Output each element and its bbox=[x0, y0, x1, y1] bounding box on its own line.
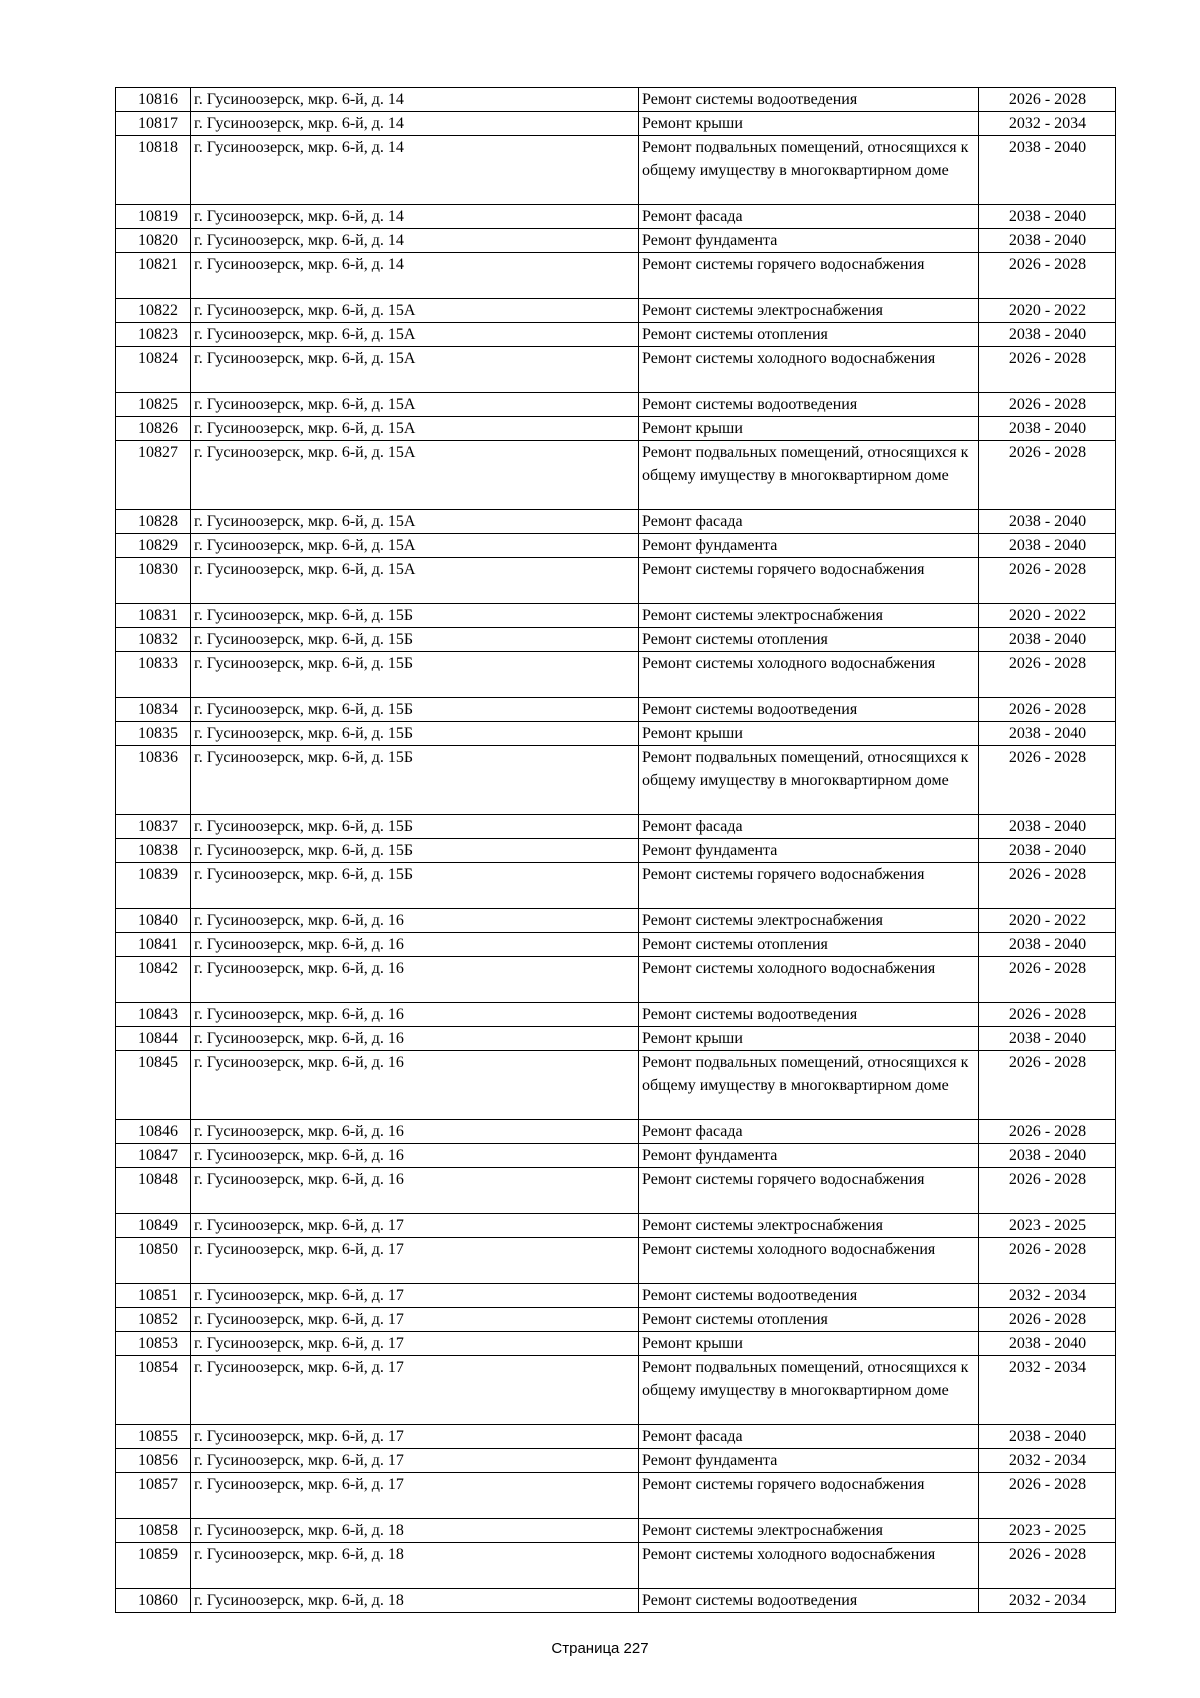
table-row bbox=[116, 558, 1116, 604]
row-address: г. Гусиноозерск, мкр. 6-й, д. 17 bbox=[191, 1332, 639, 1356]
table-row bbox=[116, 1214, 1116, 1238]
row-work-type: Ремонт системы водоотведения bbox=[639, 1003, 979, 1027]
row-address: г. Гусиноозерск, мкр. 6-й, д. 15Б bbox=[191, 746, 639, 815]
row-work-type: Ремонт фасада bbox=[639, 815, 979, 839]
row-work-type: Ремонт крыши bbox=[639, 1027, 979, 1051]
row-work-type: Ремонт системы электроснабжения bbox=[639, 1214, 979, 1238]
row-number: 10854 bbox=[116, 1356, 191, 1425]
table-row bbox=[116, 1168, 1116, 1214]
table-row bbox=[116, 323, 1116, 347]
row-number: 10817 bbox=[116, 112, 191, 136]
table-row bbox=[116, 1051, 1116, 1120]
row-work-type: Ремонт фундамента bbox=[639, 229, 979, 253]
row-work-type: Ремонт системы отопления bbox=[639, 933, 979, 957]
row-number: 10835 bbox=[116, 722, 191, 746]
row-work-type: Ремонт подвальных помещений, относящихся к общему имуществу в многоквартирном доме bbox=[639, 1356, 979, 1425]
row-address: г. Гусиноозерск, мкр. 6-й, д. 17 bbox=[191, 1284, 639, 1308]
row-period: 2038 - 2040 bbox=[979, 1027, 1116, 1051]
row-period: 2032 - 2034 bbox=[979, 1356, 1116, 1425]
row-address: г. Гусиноозерск, мкр. 6-й, д. 16 bbox=[191, 1120, 639, 1144]
row-period: 2026 - 2028 bbox=[979, 1238, 1116, 1284]
row-number: 10827 bbox=[116, 441, 191, 510]
table-row bbox=[116, 112, 1116, 136]
row-number: 10842 bbox=[116, 957, 191, 1003]
table-row bbox=[116, 815, 1116, 839]
table-row bbox=[116, 299, 1116, 323]
table-row bbox=[116, 417, 1116, 441]
row-number: 10838 bbox=[116, 839, 191, 863]
row-period: 2038 - 2040 bbox=[979, 510, 1116, 534]
table-row bbox=[116, 510, 1116, 534]
row-number: 10847 bbox=[116, 1144, 191, 1168]
row-period: 2020 - 2022 bbox=[979, 909, 1116, 933]
row-number: 10818 bbox=[116, 136, 191, 205]
table-row bbox=[116, 1308, 1116, 1332]
row-address: г. Гусиноозерск, мкр. 6-й, д. 15А bbox=[191, 558, 639, 604]
row-address: г. Гусиноозерск, мкр. 6-й, д. 15А bbox=[191, 441, 639, 510]
row-work-type: Ремонт подвальных помещений, относящихся к общему имуществу в многоквартирном доме bbox=[639, 1051, 979, 1120]
table-row bbox=[116, 1449, 1116, 1473]
row-period: 2023 - 2025 bbox=[979, 1519, 1116, 1543]
row-address: г. Гусиноозерск, мкр. 6-й, д. 15Б bbox=[191, 863, 639, 909]
row-number: 10816 bbox=[116, 88, 191, 112]
table-row bbox=[116, 1284, 1116, 1308]
row-address: г. Гусиноозерск, мкр. 6-й, д. 15А bbox=[191, 323, 639, 347]
row-work-type: Ремонт системы горячего водоснабжения bbox=[639, 1473, 979, 1519]
row-work-type: Ремонт фасада bbox=[639, 510, 979, 534]
row-address: г. Гусиноозерск, мкр. 6-й, д. 14 bbox=[191, 205, 639, 229]
row-address: г. Гусиноозерск, мкр. 6-й, д. 17 bbox=[191, 1449, 639, 1473]
row-number: 10844 bbox=[116, 1027, 191, 1051]
row-period: 2038 - 2040 bbox=[979, 933, 1116, 957]
table-row bbox=[116, 604, 1116, 628]
table-row bbox=[116, 1589, 1116, 1613]
row-address: г. Гусиноозерск, мкр. 6-й, д. 15Б bbox=[191, 815, 639, 839]
row-number: 10819 bbox=[116, 205, 191, 229]
row-address: г. Гусиноозерск, мкр. 6-й, д. 15А bbox=[191, 299, 639, 323]
row-address: г. Гусиноозерск, мкр. 6-й, д. 14 bbox=[191, 88, 639, 112]
row-address: г. Гусиноозерск, мкр. 6-й, д. 16 bbox=[191, 933, 639, 957]
row-address: г. Гусиноозерск, мкр. 6-й, д. 17 bbox=[191, 1356, 639, 1425]
row-period: 2026 - 2028 bbox=[979, 393, 1116, 417]
row-period: 2026 - 2028 bbox=[979, 1473, 1116, 1519]
table-row bbox=[116, 88, 1116, 112]
row-address: г. Гусиноозерск, мкр. 6-й, д. 17 bbox=[191, 1308, 639, 1332]
row-number: 10826 bbox=[116, 417, 191, 441]
row-number: 10845 bbox=[116, 1051, 191, 1120]
row-number: 10855 bbox=[116, 1425, 191, 1449]
row-period: 2038 - 2040 bbox=[979, 722, 1116, 746]
row-work-type: Ремонт крыши bbox=[639, 1332, 979, 1356]
row-work-type: Ремонт системы отопления bbox=[639, 1308, 979, 1332]
row-address: г. Гусиноозерск, мкр. 6-й, д. 16 bbox=[191, 1144, 639, 1168]
row-work-type: Ремонт системы отопления bbox=[639, 628, 979, 652]
row-period: 2026 - 2028 bbox=[979, 253, 1116, 299]
row-work-type: Ремонт системы водоотведения bbox=[639, 1284, 979, 1308]
row-period: 2032 - 2034 bbox=[979, 112, 1116, 136]
row-address: г. Гусиноозерск, мкр. 6-й, д. 16 bbox=[191, 1168, 639, 1214]
row-number: 10853 bbox=[116, 1332, 191, 1356]
row-number: 10820 bbox=[116, 229, 191, 253]
row-number: 10833 bbox=[116, 652, 191, 698]
row-number: 10857 bbox=[116, 1473, 191, 1519]
row-number: 10823 bbox=[116, 323, 191, 347]
row-address: г. Гусиноозерск, мкр. 6-й, д. 15Б bbox=[191, 839, 639, 863]
row-number: 10859 bbox=[116, 1543, 191, 1589]
row-work-type: Ремонт подвальных помещений, относящихся к общему имуществу в многоквартирном доме bbox=[639, 441, 979, 510]
row-number: 10841 bbox=[116, 933, 191, 957]
row-number: 10837 bbox=[116, 815, 191, 839]
row-number: 10832 bbox=[116, 628, 191, 652]
row-period: 2026 - 2028 bbox=[979, 1003, 1116, 1027]
row-work-type: Ремонт крыши bbox=[639, 722, 979, 746]
row-address: г. Гусиноозерск, мкр. 6-й, д. 18 bbox=[191, 1589, 639, 1613]
row-work-type: Ремонт системы холодного водоснабжения bbox=[639, 347, 979, 393]
row-work-type: Ремонт крыши bbox=[639, 417, 979, 441]
row-address: г. Гусиноозерск, мкр. 6-й, д. 16 bbox=[191, 1051, 639, 1120]
table-row bbox=[116, 1332, 1116, 1356]
repair-schedule-table bbox=[115, 87, 1116, 1613]
table-row bbox=[116, 933, 1116, 957]
row-work-type: Ремонт фундамента bbox=[639, 839, 979, 863]
row-work-type: Ремонт фундамента bbox=[639, 1449, 979, 1473]
row-address: г. Гусиноозерск, мкр. 6-й, д. 15А bbox=[191, 510, 639, 534]
table-row bbox=[116, 698, 1116, 722]
table-row bbox=[116, 957, 1116, 1003]
row-number: 10840 bbox=[116, 909, 191, 933]
row-work-type: Ремонт фундамента bbox=[639, 1144, 979, 1168]
row-work-type: Ремонт системы водоотведения bbox=[639, 1589, 979, 1613]
row-work-type: Ремонт системы горячего водоснабжения bbox=[639, 863, 979, 909]
row-address: г. Гусиноозерск, мкр. 6-й, д. 16 bbox=[191, 909, 639, 933]
row-address: г. Гусиноозерск, мкр. 6-й, д. 15Б bbox=[191, 698, 639, 722]
row-number: 10848 bbox=[116, 1168, 191, 1214]
row-work-type: Ремонт системы холодного водоснабжения bbox=[639, 652, 979, 698]
row-period: 2038 - 2040 bbox=[979, 534, 1116, 558]
table-row bbox=[116, 1027, 1116, 1051]
row-number: 10850 bbox=[116, 1238, 191, 1284]
row-number: 10825 bbox=[116, 393, 191, 417]
row-work-type: Ремонт системы холодного водоснабжения bbox=[639, 957, 979, 1003]
row-address: г. Гусиноозерск, мкр. 6-й, д. 15Б bbox=[191, 628, 639, 652]
row-work-type: Ремонт системы горячего водоснабжения bbox=[639, 253, 979, 299]
table-row bbox=[116, 205, 1116, 229]
row-period: 2026 - 2028 bbox=[979, 88, 1116, 112]
row-number: 10822 bbox=[116, 299, 191, 323]
table-row bbox=[116, 136, 1116, 205]
row-address: г. Гусиноозерск, мкр. 6-й, д. 18 bbox=[191, 1543, 639, 1589]
row-number: 10846 bbox=[116, 1120, 191, 1144]
row-period: 2026 - 2028 bbox=[979, 347, 1116, 393]
row-period: 2026 - 2028 bbox=[979, 698, 1116, 722]
row-work-type: Ремонт подвальных помещений, относящихся к общему имуществу в многоквартирном доме bbox=[639, 136, 979, 205]
row-number: 10836 bbox=[116, 746, 191, 815]
row-address: г. Гусиноозерск, мкр. 6-й, д. 17 bbox=[191, 1473, 639, 1519]
table-row bbox=[116, 347, 1116, 393]
row-number: 10830 bbox=[116, 558, 191, 604]
row-period: 2026 - 2028 bbox=[979, 1543, 1116, 1589]
table-row bbox=[116, 909, 1116, 933]
row-period: 2038 - 2040 bbox=[979, 839, 1116, 863]
row-address: г. Гусиноозерск, мкр. 6-й, д. 15А bbox=[191, 417, 639, 441]
row-address: г. Гусиноозерск, мкр. 6-й, д. 16 bbox=[191, 957, 639, 1003]
row-period: 2038 - 2040 bbox=[979, 229, 1116, 253]
table-row bbox=[116, 441, 1116, 510]
row-number: 10860 bbox=[116, 1589, 191, 1613]
row-number: 10851 bbox=[116, 1284, 191, 1308]
row-period: 2032 - 2034 bbox=[979, 1284, 1116, 1308]
table-row bbox=[116, 393, 1116, 417]
row-number: 10829 bbox=[116, 534, 191, 558]
row-address: г. Гусиноозерск, мкр. 6-й, д. 15Б bbox=[191, 722, 639, 746]
row-period: 2026 - 2028 bbox=[979, 1051, 1116, 1120]
table-row bbox=[116, 863, 1116, 909]
row-period: 2038 - 2040 bbox=[979, 815, 1116, 839]
row-address: г. Гусиноозерск, мкр. 6-й, д. 14 bbox=[191, 136, 639, 205]
row-period: 2038 - 2040 bbox=[979, 205, 1116, 229]
row-address: г. Гусиноозерск, мкр. 6-й, д. 17 bbox=[191, 1214, 639, 1238]
row-period: 2038 - 2040 bbox=[979, 1425, 1116, 1449]
table-row bbox=[116, 839, 1116, 863]
table-row bbox=[116, 628, 1116, 652]
table-row bbox=[116, 722, 1116, 746]
row-address: г. Гусиноозерск, мкр. 6-й, д. 18 bbox=[191, 1519, 639, 1543]
row-period: 2026 - 2028 bbox=[979, 957, 1116, 1003]
row-address: г. Гусиноозерск, мкр. 6-й, д. 15Б bbox=[191, 604, 639, 628]
row-period: 2038 - 2040 bbox=[979, 136, 1116, 205]
row-period: 2038 - 2040 bbox=[979, 417, 1116, 441]
row-work-type: Ремонт системы водоотведения bbox=[639, 88, 979, 112]
row-work-type: Ремонт системы холодного водоснабжения bbox=[639, 1238, 979, 1284]
row-work-type: Ремонт системы электроснабжения bbox=[639, 604, 979, 628]
row-number: 10856 bbox=[116, 1449, 191, 1473]
row-period: 2026 - 2028 bbox=[979, 441, 1116, 510]
row-number: 10852 bbox=[116, 1308, 191, 1332]
row-address: г. Гусиноозерск, мкр. 6-й, д. 16 bbox=[191, 1003, 639, 1027]
row-number: 10834 bbox=[116, 698, 191, 722]
row-address: г. Гусиноозерск, мкр. 6-й, д. 15А bbox=[191, 393, 639, 417]
row-period: 2026 - 2028 bbox=[979, 1308, 1116, 1332]
row-work-type: Ремонт системы электроснабжения bbox=[639, 909, 979, 933]
table-row bbox=[116, 253, 1116, 299]
row-work-type: Ремонт системы электроснабжения bbox=[639, 299, 979, 323]
row-work-type: Ремонт системы водоотведения bbox=[639, 393, 979, 417]
table-row bbox=[116, 746, 1116, 815]
page-number: Страница 227 bbox=[551, 1640, 649, 1657]
row-address: г. Гусиноозерск, мкр. 6-й, д. 16 bbox=[191, 1027, 639, 1051]
row-address: г. Гусиноозерск, мкр. 6-й, д. 14 bbox=[191, 112, 639, 136]
row-period: 2026 - 2028 bbox=[979, 558, 1116, 604]
table-row bbox=[116, 1473, 1116, 1519]
row-work-type: Ремонт фасада bbox=[639, 1120, 979, 1144]
row-number: 10824 bbox=[116, 347, 191, 393]
row-number: 10839 bbox=[116, 863, 191, 909]
row-work-type: Ремонт фасада bbox=[639, 1425, 979, 1449]
row-number: 10831 bbox=[116, 604, 191, 628]
row-work-type: Ремонт системы водоотведения bbox=[639, 698, 979, 722]
table-row bbox=[116, 1543, 1116, 1589]
row-work-type: Ремонт системы отопления bbox=[639, 323, 979, 347]
row-number: 10849 bbox=[116, 1214, 191, 1238]
row-period: 2023 - 2025 bbox=[979, 1214, 1116, 1238]
row-address: г. Гусиноозерск, мкр. 6-й, д. 14 bbox=[191, 229, 639, 253]
table-row bbox=[116, 534, 1116, 558]
row-address: г. Гусиноозерск, мкр. 6-й, д. 15Б bbox=[191, 652, 639, 698]
row-work-type: Ремонт крыши bbox=[639, 112, 979, 136]
table-row bbox=[116, 1238, 1116, 1284]
row-address: г. Гусиноозерск, мкр. 6-й, д. 15А bbox=[191, 534, 639, 558]
row-address: г. Гусиноозерск, мкр. 6-й, д. 17 bbox=[191, 1238, 639, 1284]
row-period: 2038 - 2040 bbox=[979, 628, 1116, 652]
row-period: 2038 - 2040 bbox=[979, 1332, 1116, 1356]
table-row bbox=[116, 1425, 1116, 1449]
row-number: 10821 bbox=[116, 253, 191, 299]
row-work-type: Ремонт системы электроснабжения bbox=[639, 1519, 979, 1543]
row-period: 2026 - 2028 bbox=[979, 1168, 1116, 1214]
row-work-type: Ремонт системы горячего водоснабжения bbox=[639, 558, 979, 604]
table-row bbox=[116, 1144, 1116, 1168]
row-work-type: Ремонт подвальных помещений, относящихся к общему имуществу в многоквартирном доме bbox=[639, 746, 979, 815]
repair-schedule-body bbox=[116, 88, 1116, 1613]
table-row bbox=[116, 652, 1116, 698]
row-period: 2038 - 2040 bbox=[979, 1144, 1116, 1168]
row-number: 10828 bbox=[116, 510, 191, 534]
row-work-type: Ремонт системы горячего водоснабжения bbox=[639, 1168, 979, 1214]
row-period: 2032 - 2034 bbox=[979, 1589, 1116, 1613]
row-work-type: Ремонт фасада bbox=[639, 205, 979, 229]
row-address: г. Гусиноозерск, мкр. 6-й, д. 17 bbox=[191, 1425, 639, 1449]
table-row bbox=[116, 1519, 1116, 1543]
row-work-type: Ремонт фундамента bbox=[639, 534, 979, 558]
row-period: 2032 - 2034 bbox=[979, 1449, 1116, 1473]
table-row bbox=[116, 1003, 1116, 1027]
row-address: г. Гусиноозерск, мкр. 6-й, д. 15А bbox=[191, 347, 639, 393]
row-period: 2020 - 2022 bbox=[979, 299, 1116, 323]
row-period: 2038 - 2040 bbox=[979, 323, 1116, 347]
table-row bbox=[116, 1120, 1116, 1144]
row-period: 2026 - 2028 bbox=[979, 863, 1116, 909]
table-row bbox=[116, 229, 1116, 253]
table-row bbox=[116, 1356, 1116, 1425]
row-address: г. Гусиноозерск, мкр. 6-й, д. 14 bbox=[191, 253, 639, 299]
row-work-type: Ремонт системы холодного водоснабжения bbox=[639, 1543, 979, 1589]
row-period: 2026 - 2028 bbox=[979, 652, 1116, 698]
row-period: 2020 - 2022 bbox=[979, 604, 1116, 628]
row-period: 2026 - 2028 bbox=[979, 1120, 1116, 1144]
row-number: 10843 bbox=[116, 1003, 191, 1027]
row-number: 10858 bbox=[116, 1519, 191, 1543]
row-period: 2026 - 2028 bbox=[979, 746, 1116, 815]
